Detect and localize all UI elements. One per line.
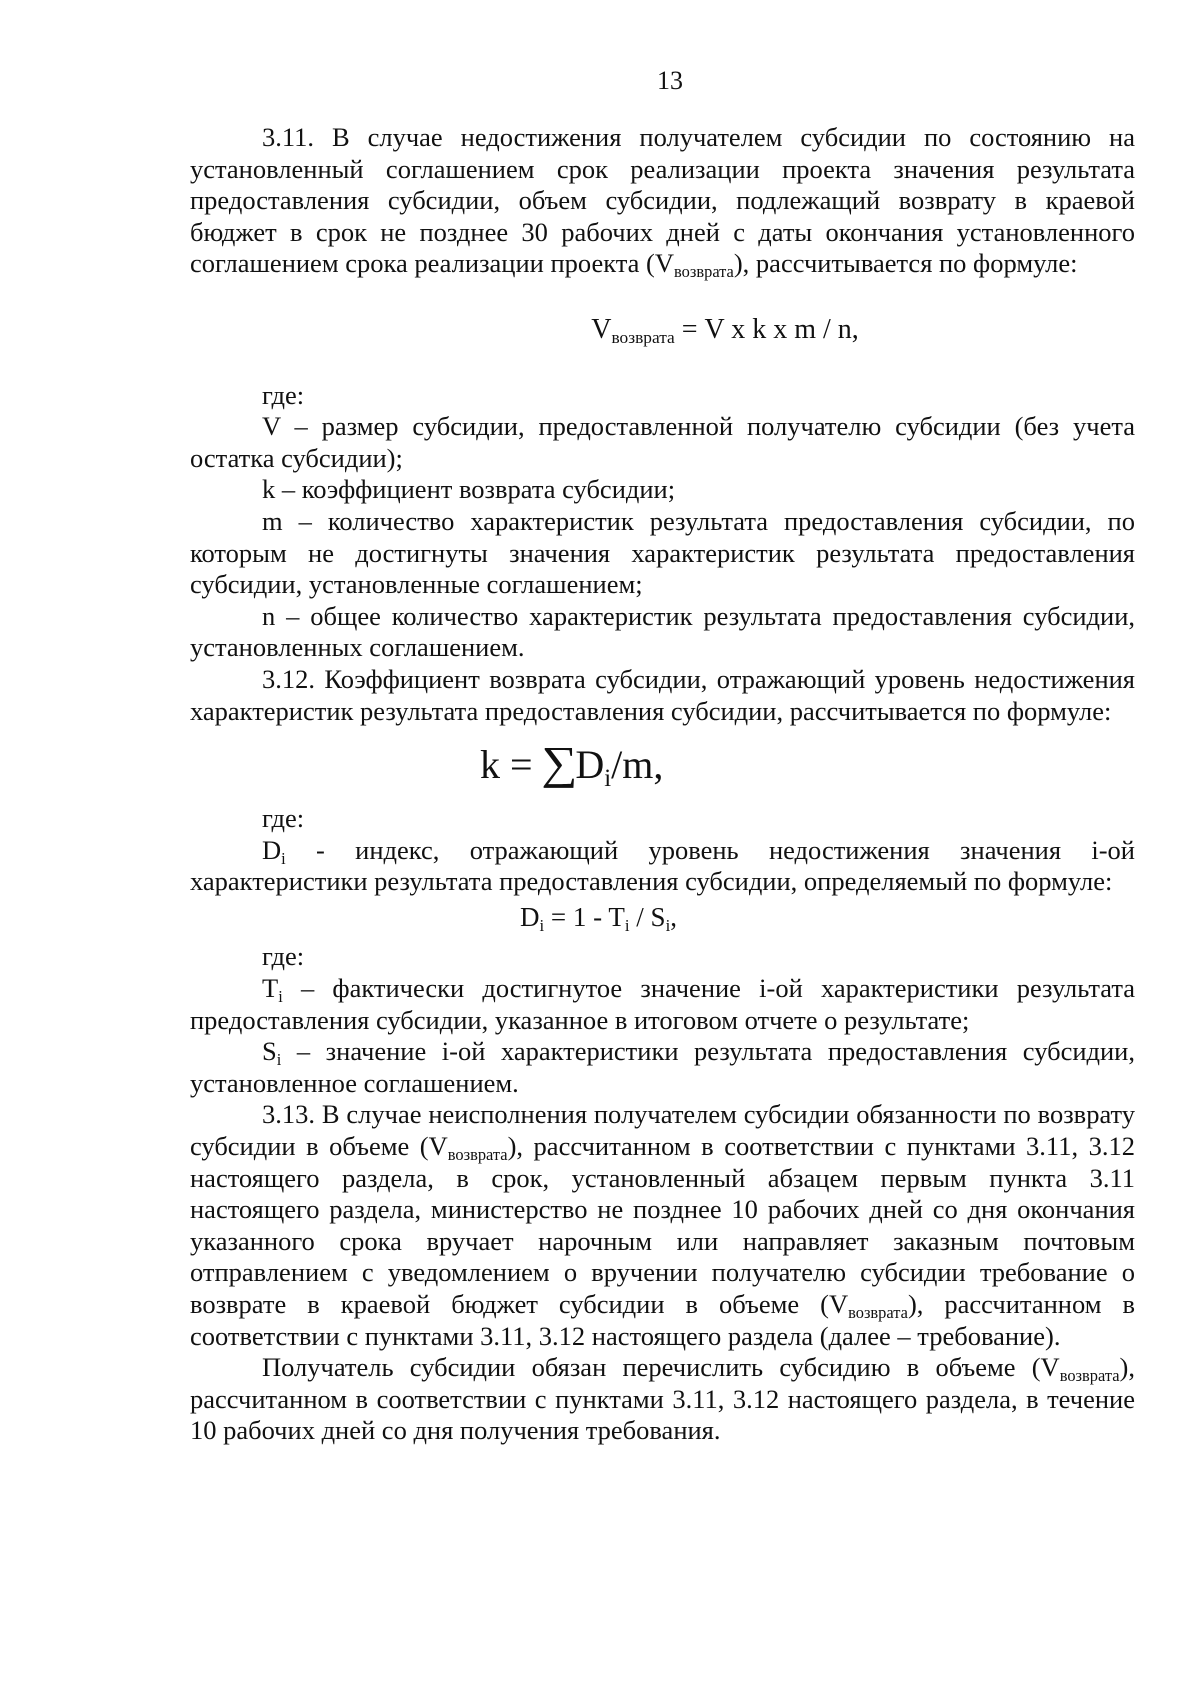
paragraph-3-13: 3.13. В случае неисполнения получателем субсидии обязанности по возврату субсидии в объеме $(V_{возврата})$, рассчитанном в соответствии с пунктами 3.11, 3.12 настоящего раздела, в срок, установленный абзацем первым пункта 3.11 настоящего раздела, министерство не позднее 10 рабочих дней со дня окончания указанного срока вручает нарочным или направляет заказным почтовым отправлением с уведомлением о вручении получателю субсидии требование о возврате в краевой бюджет субсидии в объеме $(V_{возврата})$, рассчитанном в соответствии с пунктами 3.11, 3.12 настоящего раздела (далее – требование). <box>190 1099 1135 1351</box>
formula-di: $D_i = 1 - T_i / S_i$, <box>520 901 677 935</box>
paragraph-3-11: 3.11. В случае недостижения получателем субсидии по состоянию на установленный соглашением срок реализации проекта значения результата предоставления субсидии, объем субсидии, подлежащий возврату в краевой бюджет в срок не позднее 30 рабочих дней с даты окончания установленного соглашением срока реализации проекта $(V_{возврата})$, рассчитывается по формуле: <box>190 122 1135 282</box>
paragraph-3-12: 3.12. Коэффициент возврата субсидии, отражающий уровень недостижения характеристик результата предоставления субсидии, рассчитывается по формуле: <box>190 663 1135 726</box>
formula-k: $k = \sum D_i/m$, <box>480 737 664 792</box>
where-label-1: где: <box>262 379 305 410</box>
definition-m: m – количество характеристик результата предоставления субсидии, по которым не достигнуты значения характеристик результата предоставления субсидии, установленные соглашением; <box>190 505 1135 600</box>
document-body <box>190 122 1135 1447</box>
definition-si: $S_i$ – значение i-ой характеристики результата предоставления субсидии, установленное соглашением. <box>190 1036 1135 1098</box>
definition-n: n – общее количество характеристик результата предоставления субсидии, установленных соглашением. <box>190 600 1135 663</box>
sum-symbol: ∑ <box>540 737 577 789</box>
definition-di: $D_i$ - индекс, отражающий уровень недостижения значения i-ой характеристики результата предоставления субсидии, определяемый по формуле: <box>190 834 1135 897</box>
where-label-2: где: <box>262 803 305 834</box>
where-label-3: где: <box>262 941 305 972</box>
formula-v-return: $V_{возврата} = V$ x k x m / n, <box>591 313 859 348</box>
definition-v: V – размер субсидии, предоставленной получателю субсидии (без учета остатка субсидии); <box>190 411 1135 473</box>
paragraph-obligation: Получатель субсидии обязан перечислить субсидию в объеме $(V_{возврата})$, рассчитанном в соответствии с пунктами 3.11, 3.12 настоящего раздела, в течение 10 рабочих дней со дня получения требования. <box>190 1352 1135 1446</box>
definition-ti: $T_i$ – фактически достигнутое значение i-ой характеристики результата предоставления субсидии, указанное в итоговом отчете о результате; <box>190 973 1135 1035</box>
page-number: 13 <box>657 66 683 95</box>
definition-k: k – коэффициент возврата субсидии; <box>262 474 676 505</box>
